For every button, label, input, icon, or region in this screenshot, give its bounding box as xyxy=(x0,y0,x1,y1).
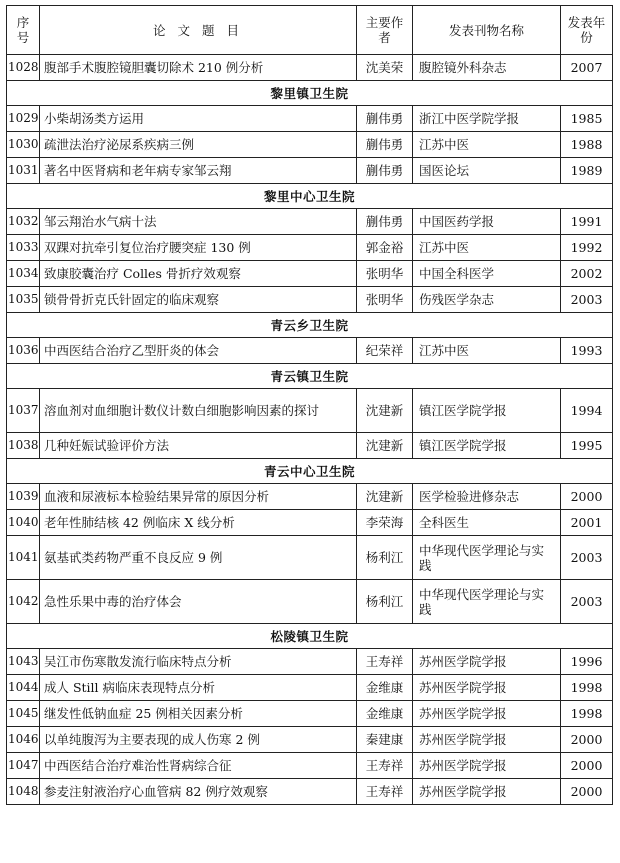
cell-year: 1998 xyxy=(561,675,613,701)
cell-journal: 苏州医学院学报 xyxy=(413,779,561,805)
cell-year: 2000 xyxy=(561,484,613,510)
table-row xyxy=(7,433,613,459)
cell-no: 1043 xyxy=(7,649,40,675)
cell-journal: 中华现代医学理论与实践 xyxy=(413,580,561,624)
cell-year: 1991 xyxy=(561,209,613,235)
cell-year: 2003 xyxy=(561,580,613,624)
cell-author: 金维康 xyxy=(357,701,413,727)
cell-no: 1046 xyxy=(7,727,40,753)
section-label: 青云乡卫生院 xyxy=(7,313,613,338)
cell-no: 1041 xyxy=(7,536,40,580)
table-header-row xyxy=(7,6,613,55)
cell-journal: 江苏中医 xyxy=(413,338,561,364)
cell-journal: 浙江中医学院学报 xyxy=(413,106,561,132)
cell-journal: 镇江医学院学报 xyxy=(413,433,561,459)
cell-journal: 镇江医学院学报 xyxy=(413,389,561,433)
cell-year: 2007 xyxy=(561,55,613,81)
cell-no: 1028 xyxy=(7,55,40,81)
cell-author: 王寿祥 xyxy=(357,779,413,805)
cell-journal: 中国全科医学 xyxy=(413,261,561,287)
table-row xyxy=(7,779,613,805)
table-row xyxy=(7,580,613,624)
cell-journal: 苏州医学院学报 xyxy=(413,675,561,701)
cell-title: 中西医结合治疗乙型肝炎的体会 xyxy=(40,338,357,364)
cell-title: 致康胶囊治疗 Colles 骨折疗效观察 xyxy=(40,261,357,287)
header-year: 发表年份 xyxy=(561,6,613,55)
section-label: 松陵镇卫生院 xyxy=(7,624,613,649)
cell-no: 1031 xyxy=(7,158,40,184)
table-row xyxy=(7,484,613,510)
table-row xyxy=(7,132,613,158)
cell-author: 沈建新 xyxy=(357,484,413,510)
section-label: 黎里镇卫生院 xyxy=(7,81,613,106)
table-row xyxy=(7,209,613,235)
cell-title: 著名中医肾病和老年病专家邹云翔 xyxy=(40,158,357,184)
table-row xyxy=(7,389,613,433)
cell-year: 1995 xyxy=(561,433,613,459)
cell-journal: 苏州医学院学报 xyxy=(413,649,561,675)
cell-year: 2000 xyxy=(561,727,613,753)
header-title: 论 文 题 目 xyxy=(40,6,357,55)
cell-title: 老年性肺结核 42 例临床 X 线分析 xyxy=(40,510,357,536)
table-row xyxy=(7,158,613,184)
cell-journal: 中华现代医学理论与实践 xyxy=(413,536,561,580)
cell-journal: 苏州医学院学报 xyxy=(413,753,561,779)
table-row xyxy=(7,727,613,753)
section-label: 黎里中心卫生院 xyxy=(7,184,613,209)
cell-author: 王寿祥 xyxy=(357,649,413,675)
cell-title: 溶血剂对血细胞计数仪计数白细胞影响因素的探讨 xyxy=(40,389,357,433)
cell-year: 1994 xyxy=(561,389,613,433)
cell-year: 1996 xyxy=(561,649,613,675)
section-row xyxy=(7,364,613,389)
cell-year: 2000 xyxy=(561,779,613,805)
cell-title: 小柴胡汤类方运用 xyxy=(40,106,357,132)
cell-author: 蒯伟勇 xyxy=(357,209,413,235)
header-no: 序号 xyxy=(7,6,40,55)
table-row xyxy=(7,106,613,132)
table-row xyxy=(7,649,613,675)
cell-title: 急性乐果中毒的治疗体会 xyxy=(40,580,357,624)
table-row xyxy=(7,287,613,313)
cell-author: 杨利江 xyxy=(357,536,413,580)
cell-title: 成人 Still 病临床表现特点分析 xyxy=(40,675,357,701)
cell-journal: 中国医药学报 xyxy=(413,209,561,235)
cell-title: 参麦注射液治疗心血管病 82 例疗效观察 xyxy=(40,779,357,805)
table-row xyxy=(7,536,613,580)
cell-title: 腹部手术腹腔镜胆囊切除术 210 例分析 xyxy=(40,55,357,81)
cell-title: 邹云翔治水气病十法 xyxy=(40,209,357,235)
cell-journal: 苏州医学院学报 xyxy=(413,727,561,753)
cell-author: 纪荣祥 xyxy=(357,338,413,364)
cell-year: 1992 xyxy=(561,235,613,261)
cell-journal: 医学检验进修杂志 xyxy=(413,484,561,510)
section-row xyxy=(7,184,613,209)
section-row xyxy=(7,81,613,106)
cell-title: 血液和尿液标本检验结果异常的原因分析 xyxy=(40,484,357,510)
table-row xyxy=(7,235,613,261)
cell-year: 1998 xyxy=(561,701,613,727)
cell-author: 张明华 xyxy=(357,261,413,287)
cell-no: 1036 xyxy=(7,338,40,364)
cell-author: 杨利江 xyxy=(357,580,413,624)
cell-author: 郭金裕 xyxy=(357,235,413,261)
cell-year: 2003 xyxy=(561,536,613,580)
cell-year: 2003 xyxy=(561,287,613,313)
cell-year: 1988 xyxy=(561,132,613,158)
cell-no: 1048 xyxy=(7,779,40,805)
cell-author: 蒯伟勇 xyxy=(357,158,413,184)
cell-no: 1040 xyxy=(7,510,40,536)
papers-table xyxy=(6,5,613,805)
cell-author: 张明华 xyxy=(357,287,413,313)
cell-no: 1033 xyxy=(7,235,40,261)
cell-author: 蒯伟勇 xyxy=(357,106,413,132)
cell-author: 秦建康 xyxy=(357,727,413,753)
cell-title: 几种妊娠试验评价方法 xyxy=(40,433,357,459)
cell-title: 锁骨骨折克氏针固定的临床观察 xyxy=(40,287,357,313)
cell-author: 沈美荣 xyxy=(357,55,413,81)
cell-journal: 江苏中医 xyxy=(413,235,561,261)
table-row xyxy=(7,675,613,701)
section-row xyxy=(7,313,613,338)
table-row xyxy=(7,510,613,536)
cell-title: 氨基甙类药物严重不良反应 9 例 xyxy=(40,536,357,580)
cell-no: 1045 xyxy=(7,701,40,727)
section-label: 青云中心卫生院 xyxy=(7,459,613,484)
table-row xyxy=(7,701,613,727)
table-body xyxy=(7,55,613,805)
cell-year: 1985 xyxy=(561,106,613,132)
cell-no: 1029 xyxy=(7,106,40,132)
cell-no: 1030 xyxy=(7,132,40,158)
cell-title: 继发性低钠血症 25 例相关因素分析 xyxy=(40,701,357,727)
cell-journal: 伤残医学杂志 xyxy=(413,287,561,313)
cell-title: 以单纯腹泻为主要表现的成人伤寒 2 例 xyxy=(40,727,357,753)
header-journal: 发表刊物名称 xyxy=(413,6,561,55)
table-row xyxy=(7,55,613,81)
cell-no: 1038 xyxy=(7,433,40,459)
cell-year: 2000 xyxy=(561,753,613,779)
cell-no: 1037 xyxy=(7,389,40,433)
cell-author: 沈建新 xyxy=(357,433,413,459)
cell-author: 王寿祥 xyxy=(357,753,413,779)
cell-year: 1989 xyxy=(561,158,613,184)
cell-author: 蒯伟勇 xyxy=(357,132,413,158)
table-row xyxy=(7,261,613,287)
cell-journal: 国医论坛 xyxy=(413,158,561,184)
cell-year: 2002 xyxy=(561,261,613,287)
cell-no: 1042 xyxy=(7,580,40,624)
cell-journal: 江苏中医 xyxy=(413,132,561,158)
cell-no: 1044 xyxy=(7,675,40,701)
cell-journal: 苏州医学院学报 xyxy=(413,701,561,727)
cell-journal: 全科医生 xyxy=(413,510,561,536)
cell-year: 2001 xyxy=(561,510,613,536)
cell-title: 中西医结合治疗难治性肾病综合征 xyxy=(40,753,357,779)
cell-journal: 腹腔镜外科杂志 xyxy=(413,55,561,81)
cell-no: 1035 xyxy=(7,287,40,313)
cell-author: 李荣海 xyxy=(357,510,413,536)
cell-no: 1034 xyxy=(7,261,40,287)
section-label: 青云镇卫生院 xyxy=(7,364,613,389)
cell-title: 双踝对抗牵引复位治疗腰突症 130 例 xyxy=(40,235,357,261)
cell-no: 1039 xyxy=(7,484,40,510)
cell-author: 沈建新 xyxy=(357,389,413,433)
section-row xyxy=(7,459,613,484)
table-row xyxy=(7,753,613,779)
cell-author: 金维康 xyxy=(357,675,413,701)
section-row xyxy=(7,624,613,649)
table-row xyxy=(7,338,613,364)
header-author: 主要作者 xyxy=(357,6,413,55)
cell-title: 吴江市伤寒散发流行临床特点分析 xyxy=(40,649,357,675)
cell-title: 疏泄法治疗泌尿系疾病三例 xyxy=(40,132,357,158)
cell-no: 1047 xyxy=(7,753,40,779)
cell-year: 1993 xyxy=(561,338,613,364)
cell-no: 1032 xyxy=(7,209,40,235)
